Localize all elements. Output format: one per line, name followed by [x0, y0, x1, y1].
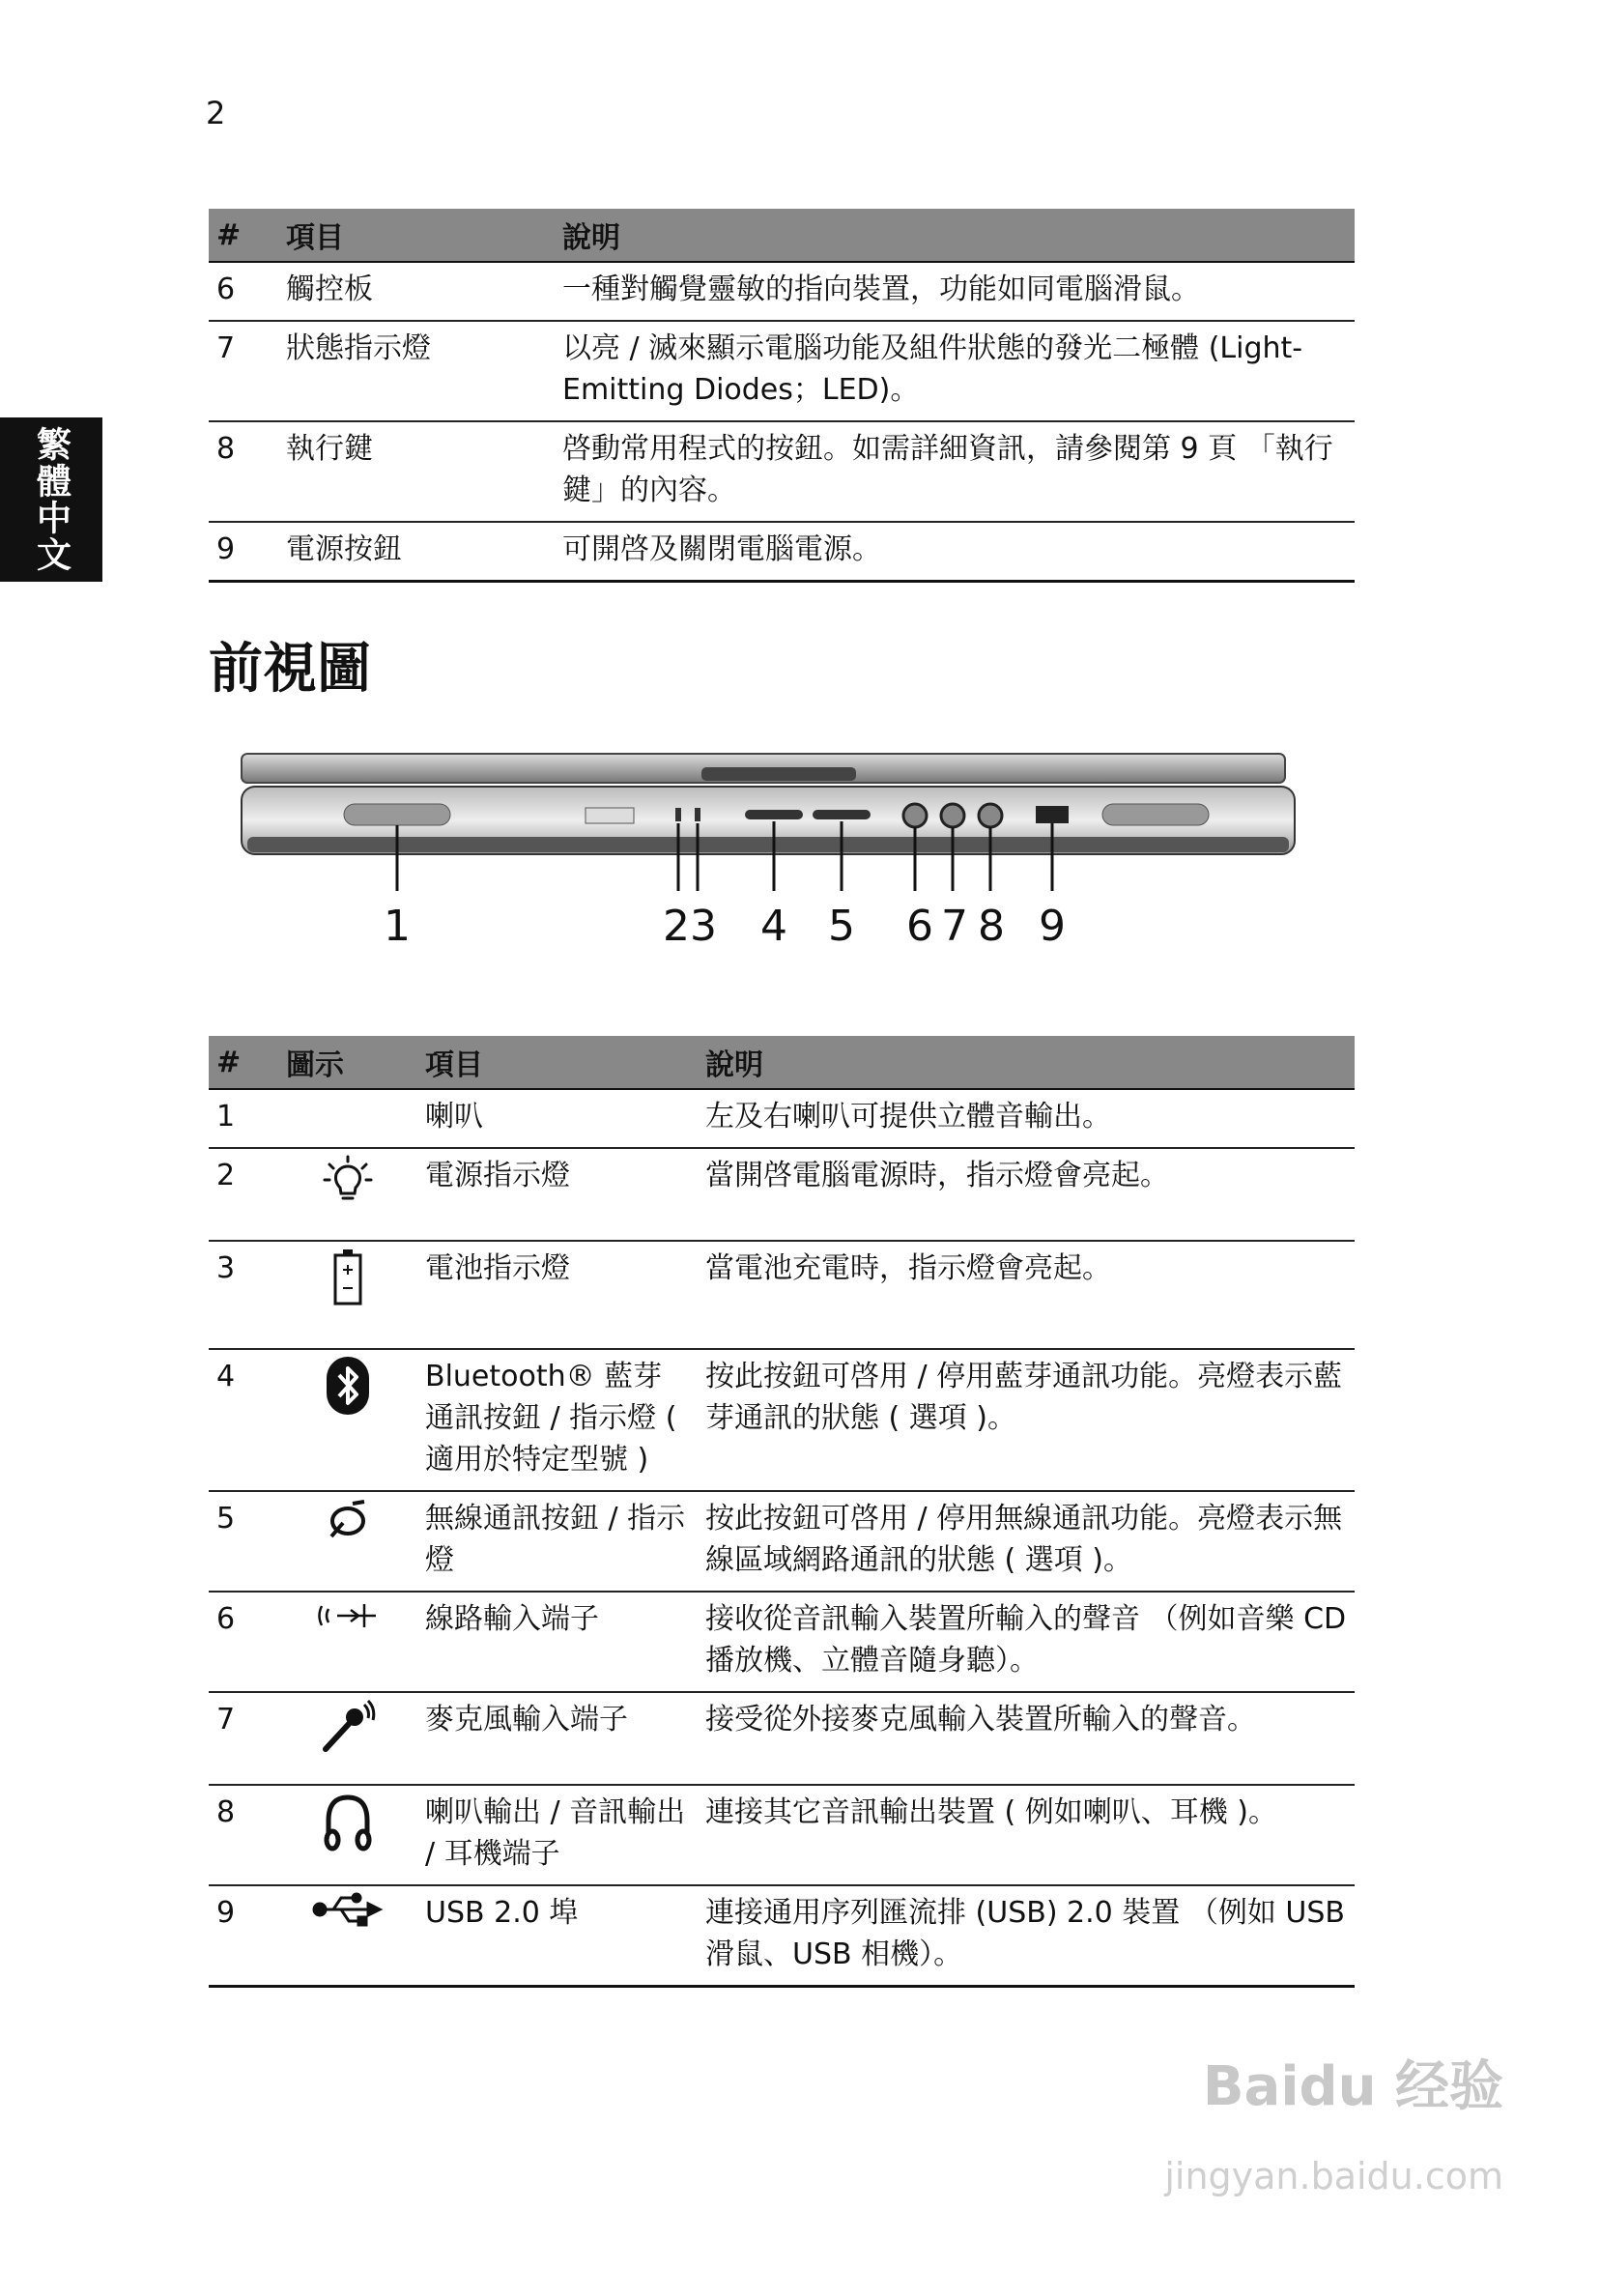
- row-item: 麥克風輸入端子: [417, 1692, 698, 1785]
- row-item: 電池指示燈: [417, 1241, 698, 1349]
- table-row: [209, 1885, 1355, 1987]
- callout-6: 6: [906, 902, 933, 951]
- callout-4: 4: [760, 902, 787, 951]
- speaker-left: [344, 804, 450, 825]
- bluetooth-icon: [326, 1356, 370, 1416]
- row-item: 喇叭: [417, 1089, 698, 1148]
- table-row: [209, 1241, 1355, 1349]
- table-row: [209, 522, 1355, 582]
- row-description: 當開啓電腦電源時，指示燈會亮起。: [698, 1148, 1355, 1241]
- row-number: 9: [209, 1885, 278, 1987]
- table-row: [209, 421, 1355, 522]
- col-header-number: #: [209, 1036, 278, 1089]
- row-number: 6: [209, 262, 278, 321]
- col-header-item: 項目: [417, 1036, 698, 1089]
- row-number: 5: [209, 1491, 278, 1592]
- callout-5: 5: [828, 902, 855, 951]
- language-side-tab-label: 繁體中文: [31, 426, 71, 573]
- row-description: 當電池充電時，指示燈會亮起。: [698, 1241, 1355, 1349]
- headphones-icon: [321, 1792, 375, 1851]
- laptop-front-view-figure: [209, 744, 1300, 976]
- row-description: 連接其它音訊輸出裝置 ( 例如喇叭、耳機 )。: [698, 1785, 1355, 1885]
- watermark-url: jingyan.baidu.com: [1164, 2155, 1503, 2197]
- table-row: [209, 321, 1355, 421]
- button-bluetooth: [745, 810, 803, 819]
- row-item: 喇叭輸出 / 音訊輸出 / 耳機端子: [417, 1785, 698, 1885]
- callout-9: 9: [1039, 902, 1066, 951]
- front-view-components-table: [209, 1036, 1355, 1988]
- row-number: 7: [209, 321, 278, 421]
- col-header-item: 項目: [278, 209, 555, 262]
- power-light-icon: [322, 1155, 374, 1207]
- table-row: [209, 1089, 1355, 1148]
- row-description: 啓動常用程式的按鈕。如需詳細資訊，請參閱第 9 頁 「執行鍵」的內容。: [555, 421, 1355, 522]
- led-battery: [695, 808, 700, 821]
- watermark-brand: Baidu 经验: [1202, 2055, 1503, 2118]
- row-description: 接受從外接麥克風輸入裝置所輸入的聲音。: [698, 1692, 1355, 1785]
- speaker-right: [1102, 804, 1209, 825]
- row-number: 8: [209, 421, 278, 522]
- callout-2: 2: [663, 902, 690, 951]
- table-row: [209, 1785, 1355, 1885]
- microphone-icon: [320, 1699, 376, 1755]
- callout-8: 8: [978, 902, 1005, 951]
- row-item: Bluetooth® 藍芽通訊按鈕 / 指示燈 ( 適用於特定型號 ): [417, 1349, 698, 1491]
- row-item: 無線通訊按鈕 / 指示燈: [417, 1491, 698, 1592]
- row-item: USB 2.0 埠: [417, 1885, 698, 1987]
- row-description: 以亮 / 滅來顯示電腦功能及組件狀態的發光二極體 (Light-Emitting Diodes；LED)。: [555, 321, 1355, 421]
- row-description: 可開啓及關閉電腦電源。: [555, 522, 1355, 582]
- wireless-icon: [324, 1498, 372, 1542]
- row-description: 一種對觸覺靈敏的指向裝置，功能如同電腦滑鼠。: [555, 262, 1355, 321]
- button-wireless: [813, 810, 871, 819]
- row-description: 按此按鈕可啓用 / 停用藍芽通訊功能。亮燈表示藍芽通訊的狀態 ( 選項 )。: [698, 1349, 1355, 1491]
- row-number: 3: [209, 1241, 278, 1349]
- jack-line-in: [903, 804, 927, 827]
- row-description: 連接通用序列匯流排 (USB) 2.0 裝置 （例如 USB 滑鼠、USB 相機）。: [698, 1885, 1355, 1987]
- page-number: 2: [206, 95, 226, 131]
- table-row: [209, 1692, 1355, 1785]
- table-row: [209, 1349, 1355, 1491]
- row-item: 觸控板: [278, 262, 555, 321]
- base-bottom-edge: [247, 837, 1289, 852]
- col-header-icon: 圖示: [278, 1036, 417, 1089]
- section-title-front-view: 前視圖: [209, 638, 371, 701]
- row-item: 狀態指示燈: [278, 321, 555, 421]
- col-header-description: 說明: [698, 1036, 1355, 1089]
- callout-3: 3: [690, 902, 717, 951]
- line-in-icon: [314, 1598, 382, 1633]
- row-description: 按此按鈕可啓用 / 停用無線通訊功能。亮燈表示無線區域網路通訊的狀態 ( 選項 )。: [698, 1491, 1355, 1592]
- table-row: [209, 1592, 1355, 1692]
- row-item: 執行鍵: [278, 421, 555, 522]
- row-item: 電源按鈕: [278, 522, 555, 582]
- row-item: 電源指示燈: [417, 1148, 698, 1241]
- row-item: 線路輸入端子: [417, 1592, 698, 1692]
- col-header-number: #: [209, 209, 278, 262]
- row-number: 1: [209, 1089, 278, 1148]
- lid-latch: [701, 767, 856, 781]
- jack-mic: [941, 804, 964, 827]
- row-number: 6: [209, 1592, 278, 1692]
- led-power: [675, 808, 681, 821]
- callout-1: 1: [384, 902, 411, 951]
- table-row: [209, 1148, 1355, 1241]
- table-header-row: [209, 1036, 1355, 1089]
- row-number: 7: [209, 1692, 278, 1785]
- usb-port: [1036, 806, 1069, 823]
- language-side-tab: [0, 417, 102, 582]
- row-number: 4: [209, 1349, 278, 1491]
- battery-icon: [331, 1248, 364, 1307]
- jack-headphone: [979, 804, 1002, 827]
- usb-icon: [312, 1892, 384, 1927]
- row-number: 8: [209, 1785, 278, 1885]
- front-slot: [586, 808, 634, 823]
- col-header-description: 說明: [555, 209, 1355, 262]
- callout-7: 7: [941, 902, 968, 951]
- row-description: 接收從音訊輸入裝置所輸入的聲音 （例如音樂 CD 播放機、立體音隨身聽）。: [698, 1592, 1355, 1692]
- components-table-top: [209, 209, 1355, 583]
- table-header-row: [209, 209, 1355, 262]
- table-row: [209, 262, 1355, 321]
- row-icon-empty: [278, 1089, 417, 1148]
- row-number: 9: [209, 522, 278, 582]
- row-description: 左及右喇叭可提供立體音輸出。: [698, 1089, 1355, 1148]
- table-row: [209, 1491, 1355, 1592]
- row-number: 2: [209, 1148, 278, 1241]
